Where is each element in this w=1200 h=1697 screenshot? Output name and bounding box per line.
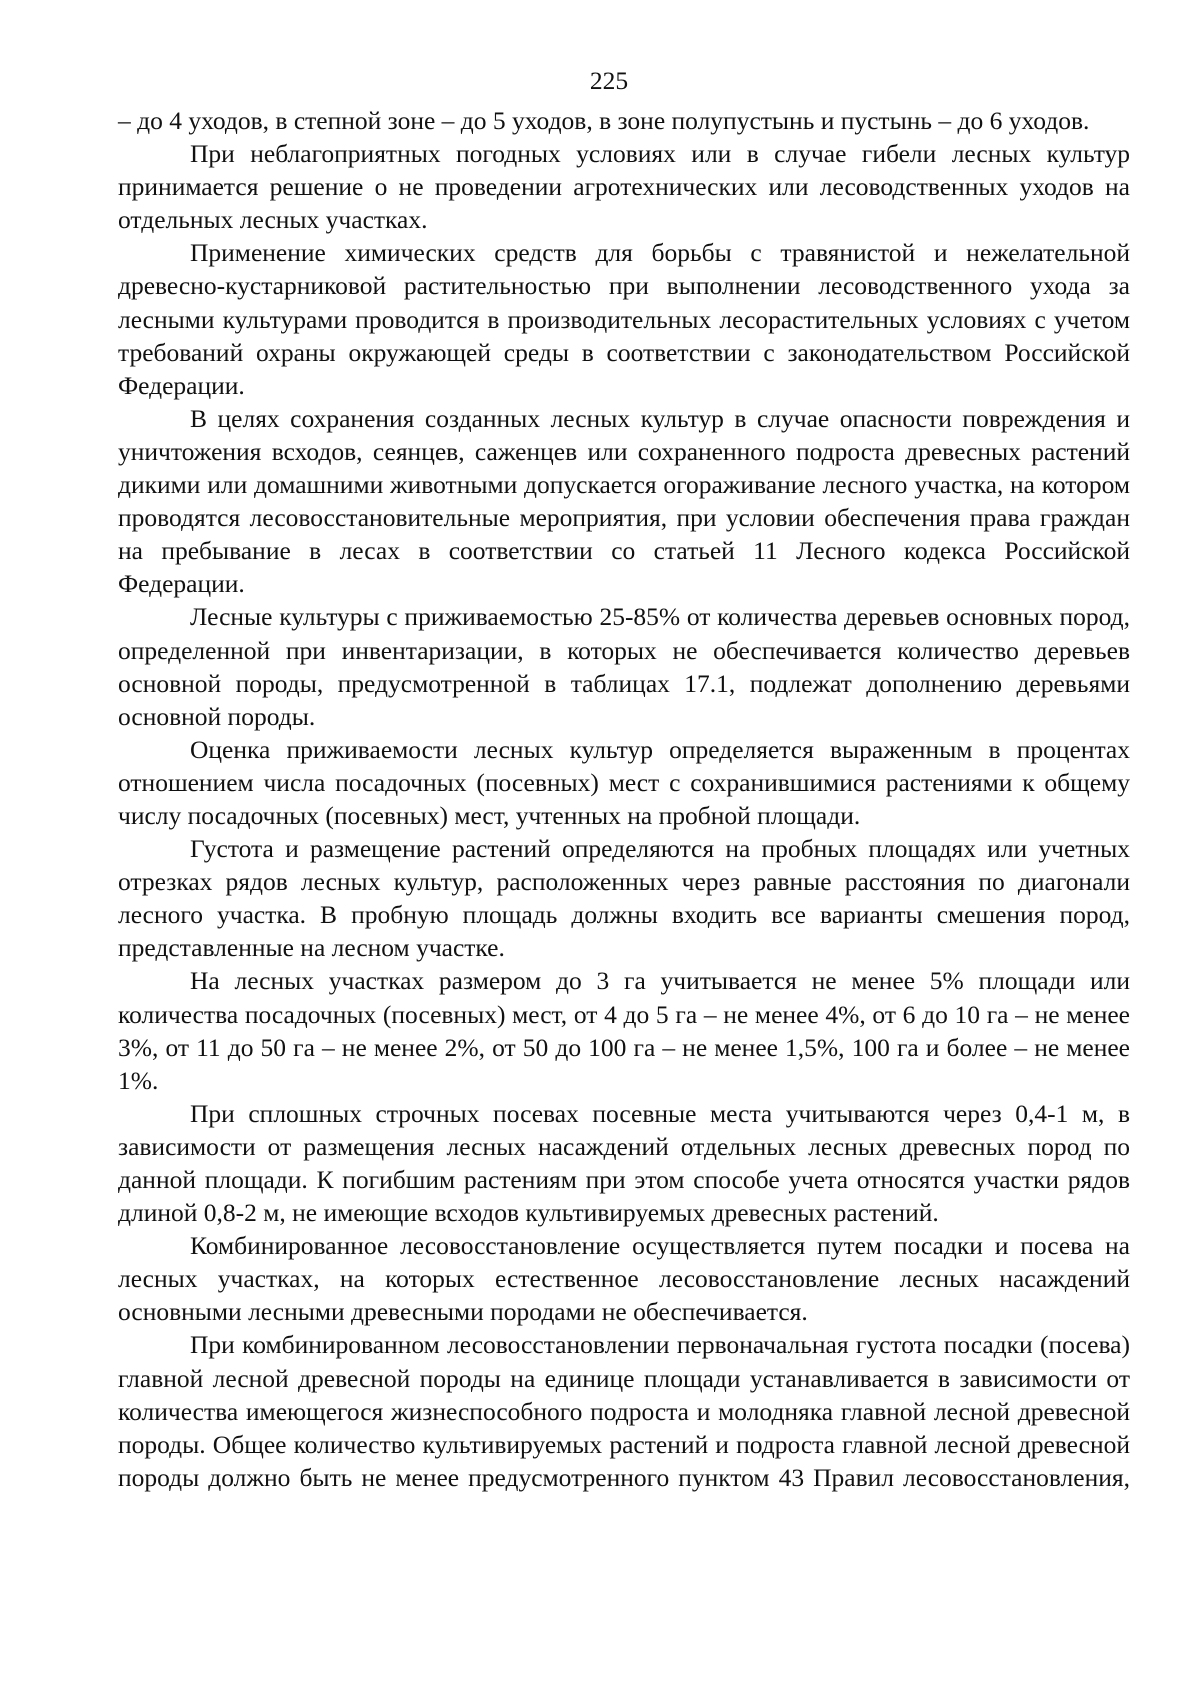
page-number: 225: [589, 66, 629, 95]
paragraph: Лесные культуры с приживаемостью 25-85% от количества деревьев основных пород, определенной при инвентаризации, в которых не обеспечивается количество деревьев основной породы, предусмотренной в таблицах 17.1, подлежат дополнению деревьями основной породы.: [118, 602, 1130, 731]
paragraph: В целях сохранения созданных лесных культур в случае опасности повреждения и уничтожения всходов, сеянцев, саженцев или сохраненного подроста древесных растений дикими или домашними животными допускается огораживание лесного участка, на котором проводятся лесовосстановительные мероприятия, при условии обеспечения права граждан на пребывание в лесах в соответствии со статьей 11 Лесного кодекса Российской Федерации.: [118, 403, 1130, 599]
paragraph: Густота и размещение растений определяются на пробных площадях или учетных отрезках рядов лесных культур, расположенных через равные расстояния по диагонали лесного участка. В пробную площадь должны входить все варианты смешения пород, представленные на лесном участке.: [118, 834, 1130, 963]
paragraph: При неблагоприятных погодных условиях или в случае гибели лесных культур принимается решение о не проведении агротехнических или лесоводственных уходов на отдельных лесных участках.: [118, 139, 1130, 235]
paragraph: Применение химических средств для борьбы с травянистой и нежелательной древесно-кустарниковой растительностью при выполнении лесоводственного ухода за лесными культурами проводится в производительных лесорастительных условиях с учетом требований охраны окружающей среды в соответствии с законодательством Российской Федерации.: [118, 238, 1130, 400]
paragraph: Комбинированное лесовосстановление осуществляется путем посадки и посева на лесных участках, на которых естественное лесовосстановление лесных насаждений основными лесными древесными породами не обеспечивается.: [118, 1231, 1130, 1327]
paragraph: При комбинированном лесовосстановлении первоначальная густота посадки (посева) главной лесной древесной породы на единице площади устанавливается в зависимости от количества имеющегося жизнеспособного подроста и молодняка главной лесной древесной породы. Общее количество культивируемых растений и подроста главной лесной древесной породы должно быть не менее предусмотренного пунктом 43 Правил лесовосстановления,: [118, 1330, 1130, 1492]
paragraph: Оценка приживаемости лесных культур определяется выраженным в процентах отношением числа посадочных (посевных) мест с сохранившимися растениями к общему числу посадочных (посевных) мест, учтенных на пробной площади.: [118, 734, 1130, 830]
paragraph: – до 4 уходов, в степной зоне – до 5 уходов, в зоне полупустынь и пустынь – до 6 уходов.: [118, 106, 1090, 135]
page-body: [118, 104, 1130, 1494]
paragraph: На лесных участках размером до 3 га учитывается не менее 5% площади или количества посадочных (посевных) мест, от 4 до 5 га – не менее 4%, от 6 до 10 га – не менее 3%, от 11 до 50 га – не менее 2%, от 50 до 100 га – не менее 1,5%, 100 га и более – не менее 1%.: [118, 966, 1130, 1095]
paragraph: При сплошных строчных посевах посевные места учитываются через 0,4-1 м, в зависимости от размещения лесных насаждений отдельных лесных древесных пород по данной площади. К погибшим растениям при этом способе учета относятся участки рядов длиной 0,8-2 м, не имеющие всходов культивируемых древесных растений.: [118, 1098, 1130, 1228]
